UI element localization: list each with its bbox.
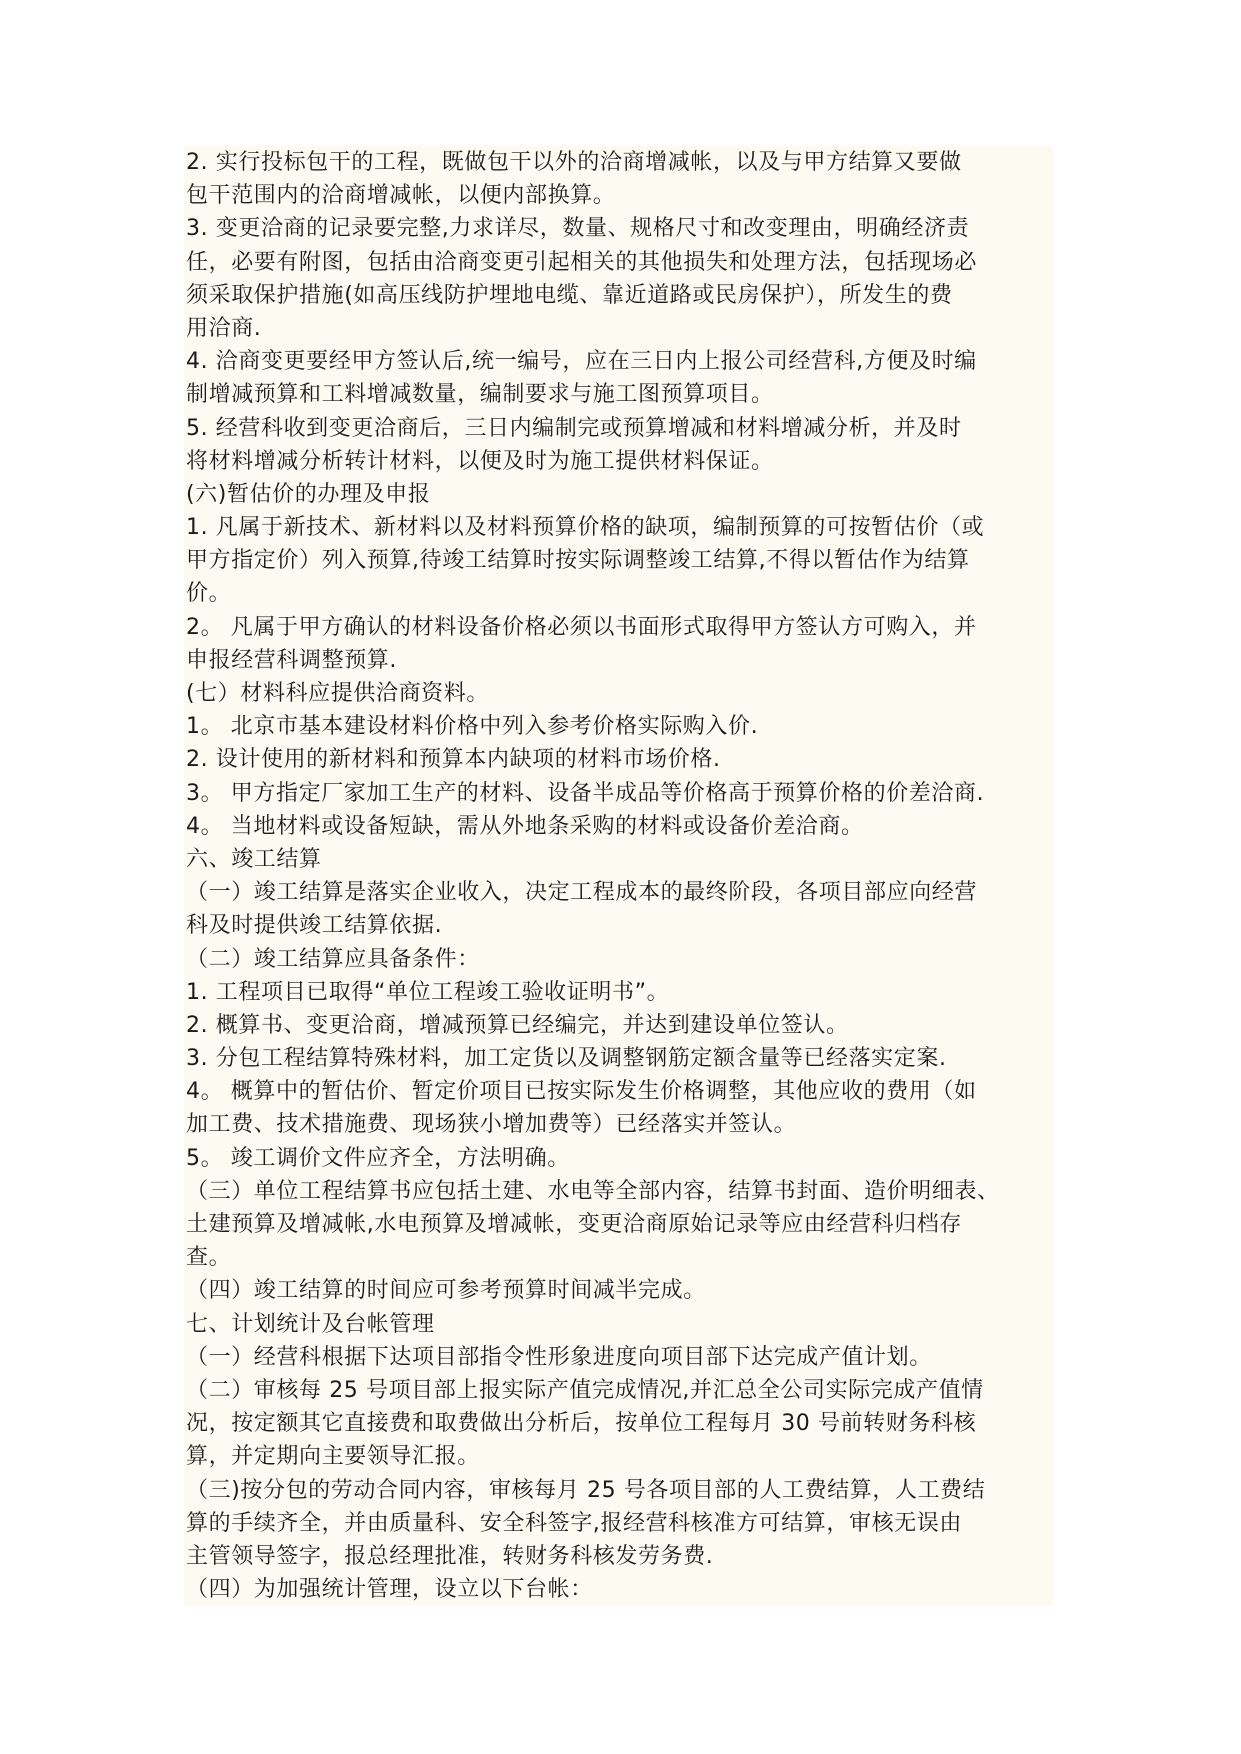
text-line: (七）材料科应提供洽商资料。 [186, 681, 489, 706]
text-line: 甲方指定价）列入预算,待竣工结算时按实际调整竣工结算,不得以暂估作为结算 [186, 548, 970, 574]
text-line: 况，按定额其它直接费和取费做出分析后，按单位工程每月 30 号前转财务科核 [186, 1411, 977, 1437]
text-line: （一）竣工结算是落实企业收入，决定工程成本的最终阶段，各项目部应向经营 [186, 880, 978, 906]
text-line: 主管领导签字，报总经理批准，转财务科核发劳务费. [186, 1543, 714, 1569]
text-line: 加工费、技术措施费、现场狭小增加费等）已经落实并签认。 [186, 1112, 797, 1138]
text-line: 5。 竣工调价文件应齐全，方法明确。 [186, 1145, 570, 1171]
text-line: （一）经营科根据下达项目部指令性形象进度向项目部下达完成产值计划。 [186, 1344, 932, 1370]
text-line: （三）单位工程结算书应包括土建、水电等全部内容，结算书封面、造价明细表、 [186, 1178, 1000, 1204]
text-line: 2. 概算书、变更洽商，增减预算已经编完，并达到建设单位签认。 [186, 1012, 849, 1038]
text-line: 七、计划统计及台帐管理 [186, 1311, 435, 1337]
text-line: （三)按分包的劳动合同内容，审核每月 25 号各项目部的人工费结算，人工费结 [186, 1477, 986, 1503]
text-line: （二）竣工结算应具备条件： [186, 946, 480, 972]
text-line: 3。 甲方指定厂家加工生产的材料、设备半成品等价格高于预算价格的价差洽商. [186, 780, 985, 806]
text-line: （四）竣工结算的时间应可参考预算时间减半完成。 [186, 1278, 706, 1304]
document-body [184, 146, 1053, 1606]
text-line: （二）审核每 25 号项目部上报实际产值完成情况,并汇总全公司实际完成产值情 [186, 1377, 984, 1403]
text-line: 任，必要有附图，包括由洽商变更引起相关的其他损失和处理方法，包括现场必 [186, 249, 978, 275]
text-line: 六、竣工结算 [186, 846, 322, 872]
text-line: 包干范围内的洽商增减帐，以便内部换算。 [186, 183, 616, 209]
text-line: 5. 经营科收到变更洽商后，三日内编制完或预算增减和材料增减分析，并及时 [186, 415, 962, 441]
text-line: 4. 洽商变更要经甲方签认后,统一编号，应在三日内上报公司经营科,方便及时编 [186, 349, 977, 375]
text-line: 2. 设计使用的新材料和预算本内缺项的材料市场价格. [186, 747, 721, 773]
text-line: 4。 当地材料或设备短缺，需从外地条采购的材料或设备价差洽商。 [186, 813, 864, 839]
text-line: （四）为加强统计管理，设立以下台帐： [186, 1577, 593, 1603]
text-line: 申报经营科调整预算. [186, 647, 397, 673]
text-line: 将材料增减分析转计材料，以便及时为施工提供材料保证。 [186, 448, 774, 474]
text-line: 1. 工程项目已取得“单位工程竣工验收证明书”。 [186, 979, 670, 1005]
text-line: 用洽商. [186, 315, 262, 341]
text-line: 算，并定期向主要领导汇报。 [186, 1444, 480, 1470]
text-line: 须采取保护措施(如高压线防护埋地电缆、靠近道路或民房保护），所发生的费 [186, 282, 953, 308]
text-line: 3. 变更洽商的记录要完整,力求详尽，数量、规格尺寸和改变理由，明确经济责 [186, 216, 970, 242]
text-line: 算的手续齐全，并由质量科、安全科签字,报经营科核准方可结算，审核无误由 [186, 1510, 962, 1536]
text-line: 1。 北京市基本建设材料价格中列入参考价格实际购入价. [186, 714, 759, 740]
text-line: 价。 [186, 581, 232, 607]
text-line: 土建预算及增减帐,水电预算及增减帐，变更洽商原始记录等应由经营科归档存 [186, 1212, 962, 1237]
text-line: 2. 实行投标包干的工程，既做包干以外的洽商增减帐，以及与甲方结算又要做 [186, 150, 962, 175]
text-line: (六)暂估价的办理及申报 [186, 481, 431, 507]
text-line: 2。 凡属于甲方确认的材料设备价格必须以书面形式取得甲方签认方可购入，并 [186, 614, 977, 640]
text-line: 4。 概算中的暂估价、暂定价项目已按实际发生价格调整，其他应收的费用（如 [186, 1079, 977, 1105]
text-line: 查。 [186, 1245, 232, 1271]
text-line: 制增减预算和工料增减数量，编制要求与施工图预算项目。 [186, 382, 774, 408]
text-line: 1. 凡属于新技术、新材料以及材料预算价格的缺项，编制预算的可按暂估价（或 [186, 515, 985, 541]
text-line: 科及时提供竣工结算依据. [186, 913, 443, 939]
text-line: 3. 分包工程结算特殊材料，加工定货以及调整钢筋定额含量等已经落实定案. [186, 1046, 947, 1072]
